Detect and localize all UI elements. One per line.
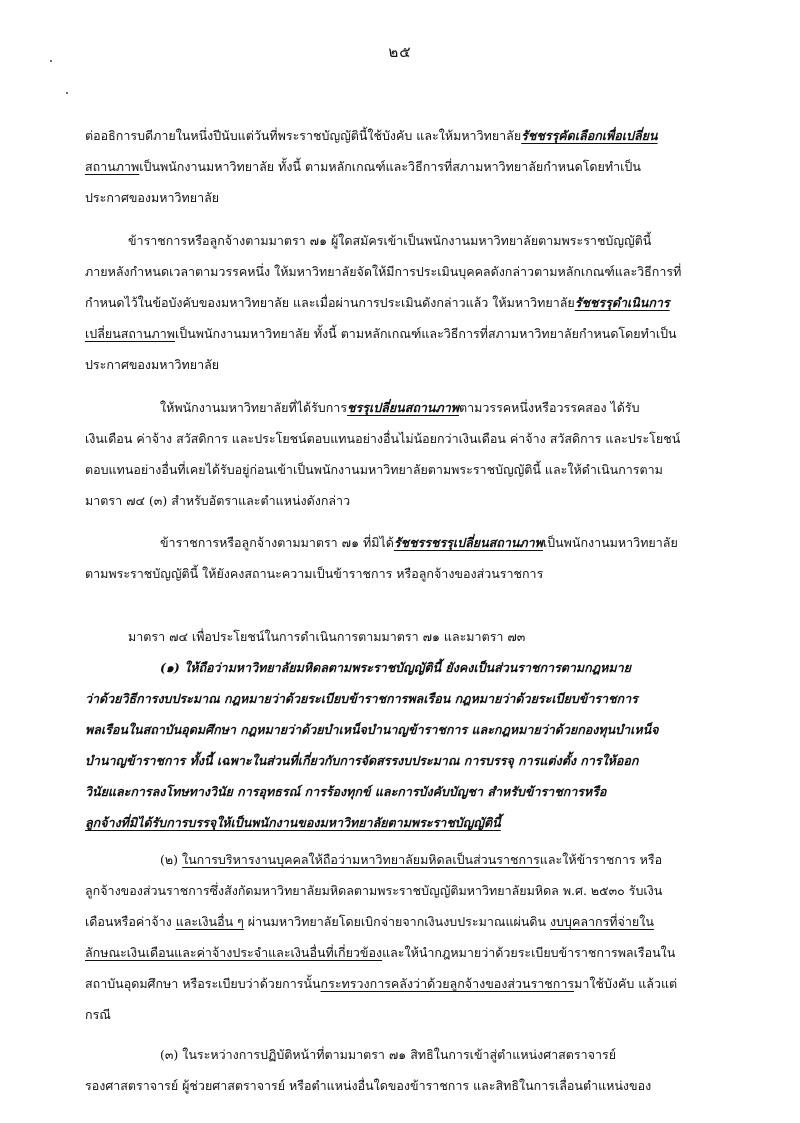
paragraph-line: ข้าราชการหรือลูกจ้างตามมาตรา ๗๑ ผู้ใดสมัครเข้าเป็นพนักงานมหาวิทยาลัยตามพระราชบัญญัตินี้ xyxy=(128,233,652,248)
paragraph-line: ประกาศของมหาวิทยาลัย xyxy=(85,190,220,205)
underlined-text: กระทรวงการคลังว่าด้วยลูกจ้างของส่วนราชการ xyxy=(320,976,575,991)
text-run: ข้าราชการหรือลูกจ้างตามมาตรา ๗๑ ที่มิได้ xyxy=(160,535,394,550)
inserted-text: รัชชรรุดำเนินการ xyxy=(574,295,670,310)
paragraph-line: เงินเดือน ค่าจ้าง สวัสดิการ และประโยชน์ตอบแทนอย่างอื่นไม่น้อยกว่าเงินเดือน ค่าจ้าง สวัสดิการ และประโยชน์ xyxy=(85,431,681,446)
clause-line xyxy=(85,974,735,994)
inserted-text: รัชชรรุคัดเลือกเพื่อเปลี่ยน xyxy=(521,128,658,143)
paragraph-line xyxy=(160,533,735,553)
clause-line: กรณี xyxy=(85,1007,111,1022)
paragraph-line: ประกาศของมหาวิทยาลัย xyxy=(85,357,220,372)
text-run: เดือนหรือค่าจ้าง xyxy=(85,914,176,929)
underlined-text: เปลี่ยนสถานภาพ xyxy=(85,326,175,341)
text-run: ตามวรรคหนึ่งหรือวรรคสอง ได้รับ xyxy=(458,400,640,415)
paragraph-line xyxy=(85,157,735,177)
text-run: ต่ออธิการบดีภายในหนึ่งปีนับแต่วันที่พระราชบัญญัตินี้ใช้บังคับ และให้มหาวิทยาลัย xyxy=(85,128,522,143)
amended-clause-line: วินัยและการลงโทษทางวินัย การอุทธรณ์ การร้องทุกข์ และการบังคับบัญชา สำหรับข้าราชการหรือ xyxy=(85,784,607,799)
clause-line xyxy=(85,943,735,963)
clause-line: (๓) ในระหว่างการปฏิบัติหน้าที่ตามมาตรา ๗๑ สิทธิในการเข้าสู่ตำแหน่งศาสตราจารย์ xyxy=(160,1047,617,1062)
text-run: เป็นพนักงานมหาวิทยาลัย ทั้งนี้ ตามหลักเกณฑ์และวิธีการที่สภามหาวิทยาลัยกำหนดโดยทำเป็น xyxy=(139,159,641,174)
text-run: ให้พนักงานมหาวิทยาลัยที่ได้รับการ xyxy=(160,400,348,415)
amended-clause-line: พลเรือนในสถาบันอุดมศึกษา กฎหมายว่าด้วยบำเหน็จบำนาญข้าราชการ และกฎหมายว่าด้วยกองทุนบำเหน็จ xyxy=(85,722,659,737)
inserted-text: รัชชรรชรรุเปลี่ยนสถานภาพ xyxy=(393,535,543,550)
clause-line: ลูกจ้างของส่วนราชการซึ่งสังกัดมหาวิทยาลัยมหิดลตามพระราชบัญญัติมหาวิทยาลัยมหิดล พ.ศ. ๒๕๓๐ รับเงิน xyxy=(85,883,663,898)
underlined-text: สถานภาพ xyxy=(85,159,140,174)
inserted-text: ชรรุเปลี่ยนสถานภาพ xyxy=(347,400,459,415)
underlined-text: งบบุคลากรที่จ่ายใน xyxy=(550,914,654,929)
text-run: และให้นำกฎหมายว่าด้วยระเบียบข้าราชการพลเรือนใน xyxy=(382,945,676,960)
paragraph-line: ตามพระราชบัญญัตินี้ ให้ยังคงสถานะความเป็นข้าราชการ หรือลูกจ้างของส่วนราชการ xyxy=(85,566,544,581)
paragraph-line xyxy=(160,398,735,418)
clause-line xyxy=(160,850,735,870)
paragraph-line: ตอบแทนอย่างอื่นที่เคยได้รับอยู่ก่อนเข้าเป็นพนักงานมหาวิทยาลัยตามพระราชบัญญัตินี้ และให้ดำเนินการตาม xyxy=(85,462,663,477)
clause-line xyxy=(85,912,735,932)
section-heading: มาตรา ๗๔ เพื่อประโยชน์ในการดำเนินการตามมาตรา ๗๑ และมาตรา ๗๓ xyxy=(128,629,526,644)
text-run: ผ่านมหาวิทยาลัยโดยเบิกจ่ายจากเงินงบประมาณแผ่นดิน xyxy=(243,914,551,929)
text-run: กำหนดไว้ในข้อบังคับของมหาวิทยาลัย และเมื่อผ่านการประเมินดังกล่าวแล้ว ให้มหาวิทยาลัย xyxy=(85,295,575,310)
paragraph-line xyxy=(85,324,735,344)
amended-clause-line: ว่าด้วยวิธีการงบประมาณ กฎหมายว่าด้วยระเบียบข้าราชการพลเรือน กฎหมายว่าด้วยระเบียบข้าราชการ xyxy=(85,691,638,706)
text-run: เป็นพนักงานมหาวิทยาลัย ทั้งนี้ ตามหลักเกณฑ์และวิธีการที่สภามหาวิทยาลัยกำหนดโดยทำเป็น xyxy=(175,326,677,341)
text-run: (๒) xyxy=(160,852,182,867)
underlined-text: ลักษณะเงินเดือนและค่าจ้างประจำและเงินอื่นที่เกี่ยวข้อง xyxy=(85,945,383,960)
paragraph-line: ภายหลังกำหนดเวลาตามวรรคหนึ่ง ให้มหาวิทยาลัยจัดให้มีการประเมินบุคคลดังกล่าวตามหลักเกณฑ์และวิธีการที่ xyxy=(85,264,682,279)
paragraph-line xyxy=(85,126,735,146)
amended-clause-line: ลูกจ้างที่มิได้รับการบรรจุให้เป็นพนักงานของมหาวิทยาลัยตามพระราชบัญญัตินี้ xyxy=(85,815,501,830)
underlined-text: ในการบริหารงานบุคคลให้ถือว่ามหาวิทยาลัยมหิดลเป็นส่วนราชการ xyxy=(181,852,540,867)
amended-clause-line: บำนาญข้าราชการ ทั้งนี้ เฉพาะในส่วนที่เกี่ยวกับการจัดสรรงบประมาณ การบรรจุ การแต่งตั้ง การให้ออก xyxy=(85,753,639,768)
paragraph-line: มาตรา ๗๔ (๓) สำหรับอัตราและตำแหน่งดังกล่าว xyxy=(85,493,351,508)
paragraph-line xyxy=(85,293,735,313)
clause-line: รองศาสตราจารย์ ผู้ช่วยศาสตราจารย์ หรือตำแหน่งอื่นใดของข้าราชการ และสิทธิในการเลื่อนตำแหน่งของ xyxy=(85,1078,652,1093)
text-run: และให้ข้าราชการ หรือ xyxy=(539,852,663,867)
amended-clause-line: (๑) ให้ถือว่ามหาวิทยาลัยมหิดลตามพระราชบัญญัตินี้ ยังคงเป็นส่วนราชการตามกฎหมาย xyxy=(160,660,631,675)
underlined-text: และเงินอื่น ๆ xyxy=(175,914,244,929)
page-number: ๒๕ xyxy=(388,43,412,61)
text-run: เป็นพนักงานมหาวิทยาลัย xyxy=(542,535,678,550)
scan-speck xyxy=(66,92,68,94)
text-run: มาใช้บังคับ แล้วแต่ xyxy=(574,976,678,991)
text-run: สถาบันอุดมศึกษา หรือระเบียบว่าด้วยการนั้น xyxy=(85,976,321,991)
